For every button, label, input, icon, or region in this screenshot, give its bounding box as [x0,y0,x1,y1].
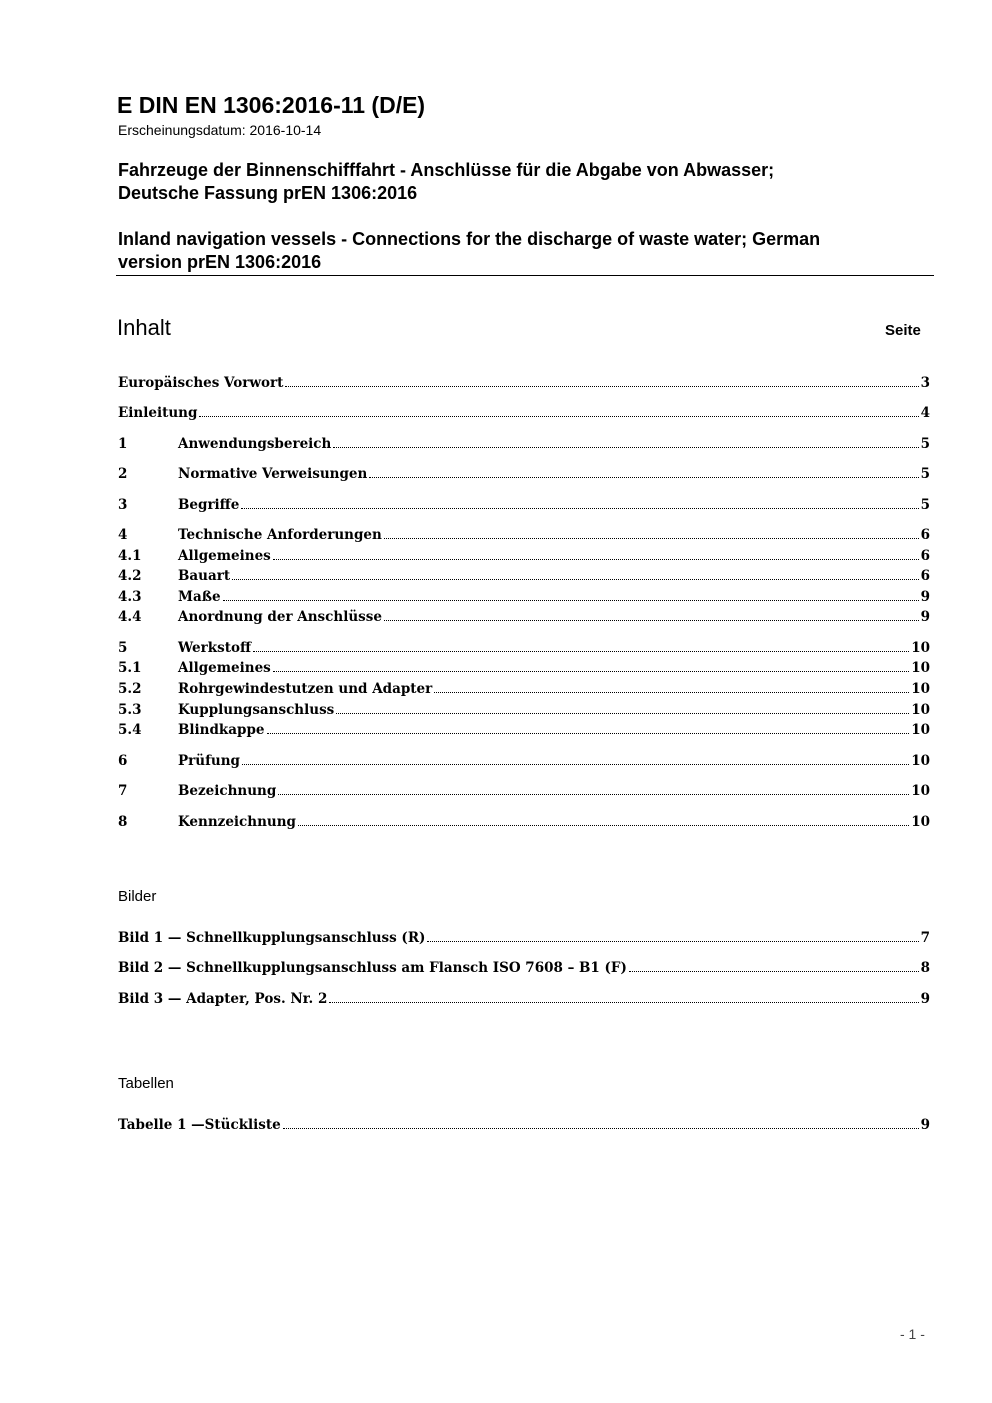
toc-entry[interactable] [118,565,930,585]
toc-entry[interactable] [118,402,930,422]
toc-entry[interactable] [118,637,930,657]
toc-entry-page: 10 [911,660,930,676]
toc-entry-label: Technische Anforderungen [178,527,382,543]
figure-entry-label: Bild 2 — Schnellkupplungsanschluss am Flansch ISO 7608 – B1 (F) [118,960,627,976]
toc-entry[interactable] [118,586,930,606]
toc-entry-label: Europäisches Vorwort [118,375,284,391]
toc-entry-page: 4 [920,405,930,421]
toc-entry-label: Allgemeines [178,548,271,564]
header-divider [116,275,934,276]
toc-entry-number: 6 [118,753,128,769]
toc-entry-page: 6 [920,548,930,564]
figure-entry[interactable] [118,988,930,1008]
table-entry[interactable] [118,1114,930,1134]
toc-entry-page: 10 [911,640,930,656]
toc-entry-number: 8 [118,814,128,830]
toc-entry-label: Rohrgewindestutzen und Adapter [178,681,433,697]
toc-entry-number: 5.1 [118,660,142,676]
toc-entry[interactable] [118,494,930,514]
table-entry-label: Tabelle 1 —Stückliste [118,1117,281,1133]
toc-entry[interactable] [118,606,930,626]
figure-entry-label: Bild 3 — Adapter, Pos. Nr. 2 [118,991,328,1007]
toc-entry-number: 5.3 [118,702,142,718]
toc-entry-page: 10 [911,681,930,697]
toc-entry-label: Bauart [178,568,231,584]
toc-entry-page: 6 [920,568,930,584]
figure-entry-page: 7 [920,930,930,946]
document-title: E DIN EN 1306:2016-11 (D/E) [117,92,426,118]
toc-entry-label: Anordnung der Anschlüsse [178,609,382,625]
toc-heading: Inhalt [117,315,171,340]
toc-entry[interactable] [118,463,930,483]
toc-entry-page: 9 [920,609,930,625]
toc-entry-label: Werkstoff [178,640,252,656]
toc-entry-page: 5 [920,466,930,482]
toc-entry-label: Bezeichnung [178,783,277,799]
toc-entry-number: 4.3 [118,589,142,605]
toc-entry-number: 1 [118,436,128,452]
toc-entry-number: 5.4 [118,722,142,738]
toc-entry-number: 5.2 [118,681,142,697]
title-german-line-2: Deutsche Fassung prEN 1306:2016 [118,183,418,203]
toc-entry-number: 7 [118,783,128,799]
figure-entry-page: 8 [920,960,930,976]
toc-entry[interactable] [118,524,930,544]
toc-entry-page: 10 [911,702,930,718]
toc-entry-number: 4 [118,527,128,543]
toc-entry[interactable] [118,811,930,831]
toc-entry-number: 4.2 [118,568,142,584]
toc-page-column-heading: Seite [885,322,921,339]
publication-date: Erscheinungsdatum: 2016-10-14 [118,122,322,138]
tables-heading: Tabellen [118,1075,174,1092]
toc-entry[interactable] [118,678,930,698]
table-entry-page: 9 [920,1117,930,1133]
toc-entry-number: 4.1 [118,548,142,564]
toc-entry[interactable] [118,750,930,770]
page-number: - 1 - [900,1326,925,1342]
toc-entry-label: Normative Verweisungen [178,466,368,482]
toc-entry-page: 10 [911,814,930,830]
toc-entry-label: Kennzeichnung [178,814,296,830]
figures-heading: Bilder [118,888,157,905]
toc-entry-page: 10 [911,783,930,799]
toc-entry-number: 3 [118,497,128,513]
title-english-line-1: Inland navigation vessels - Connections for the discharge of waste water; German [118,229,821,249]
toc-entry[interactable] [118,780,930,800]
title-german-line-1: Fahrzeuge der Binnenschifffahrt - Anschlüsse für die Abgabe von Abwasser; [118,160,775,180]
toc-entry[interactable] [118,699,930,719]
title-english-line-2: version prEN 1306:2016 [118,252,322,272]
toc-entry-label: Einleitung [118,405,198,421]
toc-entry-label: Prüfung [178,753,240,769]
toc-entry-page: 10 [911,722,930,738]
toc-entry-label: Allgemeines [178,660,271,676]
toc-entry-number: 2 [118,466,128,482]
figure-entry[interactable] [118,957,930,977]
figure-entry[interactable] [118,927,930,947]
toc-entry[interactable] [118,657,930,677]
toc-entry-page: 10 [911,753,930,769]
toc-entry-page: 3 [920,375,930,391]
toc-entry[interactable] [118,372,930,392]
toc-entry-label: Kupplungsanschluss [178,702,335,718]
toc-entry[interactable] [118,433,930,453]
toc-entry-label: Anwendungsbereich [178,436,332,452]
toc-entry-page: 5 [920,497,930,513]
toc-entry-label: Begriffe [178,497,240,513]
toc-entry-page: 9 [920,589,930,605]
figure-entry-label: Bild 1 — Schnellkupplungsanschluss (R) [118,930,426,946]
toc-entry[interactable] [118,545,930,565]
toc-entry-number: 5 [118,640,128,656]
toc-entry-label: Maße [178,589,221,605]
toc-entry-number: 4.4 [118,609,142,625]
toc-entry-page: 6 [920,527,930,543]
toc-entry-label: Blindkappe [178,722,265,738]
toc-entry-page: 5 [920,436,930,452]
figure-entry-page: 9 [920,991,930,1007]
toc-entry[interactable] [118,719,930,739]
